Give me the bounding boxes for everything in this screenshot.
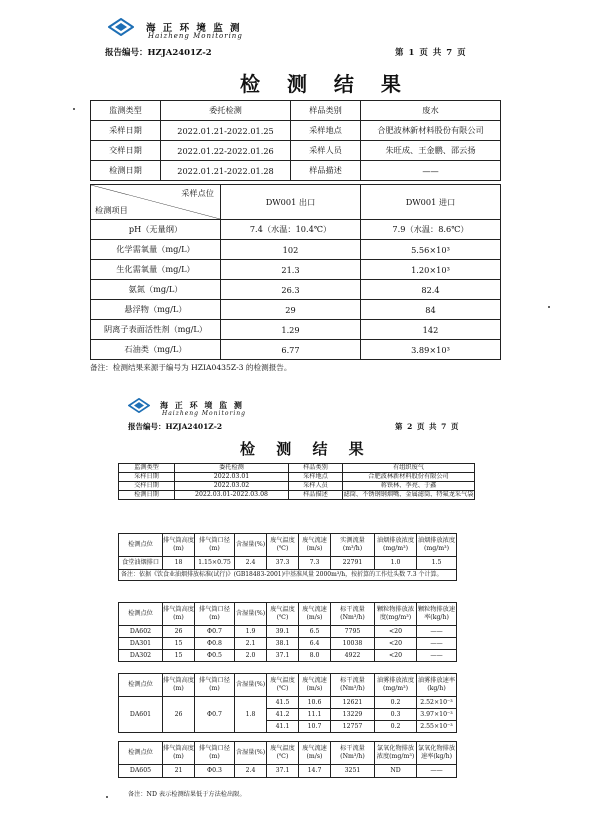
- table-row: [119, 473, 475, 482]
- value-cell: <20: [375, 638, 417, 650]
- page-number: 第 2 页 共 7 页: [395, 422, 460, 431]
- info-table: [90, 100, 501, 181]
- corner-header-cell: [91, 185, 221, 220]
- header-cell: 废气温度(℃): [267, 603, 299, 626]
- item-cell: 石油类（mg/L）: [91, 340, 221, 360]
- value-cell: 3.97×10⁻³: [417, 709, 457, 721]
- org-name-en: Haizheng Monitoring: [162, 410, 246, 417]
- value-cell: DA602: [119, 626, 163, 638]
- value-cell: 39.1: [267, 626, 299, 638]
- header-row: [119, 603, 457, 626]
- value-cell: 滤筒、不锈钢钢烟嘴、金属滤筒、特氟龙采气袋: [343, 491, 474, 498]
- value-cell: 合肥波林新材料股份有限公司: [361, 121, 501, 141]
- value-cell: 26.3: [221, 280, 361, 300]
- value-cell: 11.1: [299, 709, 331, 721]
- value-cell: ——: [417, 765, 457, 778]
- value-cell: 12757: [331, 721, 375, 733]
- header-cell: 排气筒口径(m): [195, 674, 235, 697]
- value-cell: 食堂油烟排口: [119, 557, 163, 570]
- value-cell: Φ0.3: [195, 765, 235, 778]
- header-cell: 含湿量(%): [235, 534, 267, 557]
- label-cell: 交样日期: [119, 482, 175, 491]
- value-cell: 1.0: [375, 557, 417, 570]
- value-cell: 84: [361, 300, 501, 320]
- value-cell: DA302: [119, 650, 163, 662]
- value-cell: 7.3: [299, 557, 331, 570]
- label-cell: 采样日期: [119, 473, 175, 482]
- header-cell: 含湿量(%): [235, 603, 267, 626]
- label-cell: 采样日期: [91, 121, 161, 141]
- table-row: [91, 101, 501, 121]
- value-cell: 7.4（水温：10.4℃）: [221, 220, 361, 240]
- header-cell: 排气筒高度(m): [163, 603, 195, 626]
- page1-note: 备注：检测结果来源于编号为 HZIA0435Z-3 的检测报告。: [90, 363, 292, 372]
- particulate-table: [118, 602, 457, 662]
- fume-note: 备注：依据《饮食业油烟排放标准(试行)》(GB18483-2001)中基准风量 2000m³/h，按折算的工作灶头数 7.3 个计算。: [119, 570, 457, 581]
- header-cell: 排气筒高度(m): [163, 674, 195, 697]
- table-row: [91, 280, 501, 300]
- page-title: 检 测 结 果: [240, 72, 411, 96]
- value-cell: 38.1: [267, 638, 299, 650]
- header-cell: 废气流速(m/s): [299, 674, 331, 697]
- haizheng-logo-icon: [128, 398, 150, 413]
- table-row: [91, 220, 501, 240]
- value-cell: 2.0: [235, 650, 267, 662]
- value-cell: 委托检测: [175, 464, 289, 473]
- value-cell: 2022.01.22-2022.01.26: [161, 141, 291, 161]
- value-cell: 2022.01.21-2022.01.25: [161, 121, 291, 141]
- value-cell: ——: [361, 161, 501, 181]
- value-cell: Φ0.5: [195, 650, 235, 662]
- header-cell: 颗粒物排放速率(kg/h): [417, 603, 457, 626]
- label-cell: 监测类型: [91, 101, 161, 121]
- header-cell: 排气筒口径(m): [195, 742, 235, 765]
- value-cell: 0.3: [375, 709, 417, 721]
- value-cell: 14.7: [299, 765, 331, 778]
- header-cell: 油雾排放浓度(mg/m³): [375, 674, 417, 697]
- value-cell: 0.2: [375, 721, 417, 733]
- label-cell: 检测日期: [119, 491, 175, 500]
- value-cell: 37.1: [267, 650, 299, 662]
- table-row: [119, 482, 475, 491]
- table-row: [119, 765, 457, 778]
- value-cell: 5.56×10³: [361, 240, 501, 260]
- value-cell: 26: [163, 697, 195, 733]
- oil-mist-table: [118, 673, 457, 733]
- header-cell: 废气流速(m/s): [299, 742, 331, 765]
- header-row: [119, 674, 457, 697]
- org-name-en: Haizheng Monitoring: [148, 32, 243, 40]
- value-cell: 41.1: [267, 721, 299, 733]
- value-cell: 21: [163, 765, 195, 778]
- value-cell: 29: [221, 300, 361, 320]
- hcl-table: [118, 741, 457, 778]
- value-cell: 142: [361, 320, 501, 340]
- value-cell: 1.9: [235, 626, 267, 638]
- label-cell: 采样人员: [291, 141, 361, 161]
- value-cell: 21.3: [221, 260, 361, 280]
- header-cell: 油烟排放浓度(mg/m³): [375, 534, 417, 557]
- value-cell: 蒋铁林、李亮、于鑫: [343, 482, 475, 491]
- header-cell: 含湿量(%): [235, 674, 267, 697]
- value-cell: 2022.03.02: [175, 482, 289, 491]
- header-cell: 氯氧化物排放浓度(mg/m³): [375, 742, 417, 765]
- header-cell: 排气筒口径(m): [195, 534, 235, 557]
- value-cell: 1.15×0.75: [195, 557, 235, 570]
- table-row: [119, 650, 457, 662]
- header-cell: 排气筒高度(m): [163, 534, 195, 557]
- value-cell: 废水: [361, 101, 501, 121]
- header-cell: 废气温度(℃): [267, 674, 299, 697]
- value-cell: Φ0.7: [195, 626, 235, 638]
- header-cell: 颗粒物排放浓度(mg/m³): [375, 603, 417, 626]
- value-cell: 41.5: [267, 697, 299, 709]
- value-cell: 7795: [331, 626, 375, 638]
- scan-speck: [548, 306, 550, 308]
- value-cell: 37.3: [267, 557, 299, 570]
- value-cell: 2022.03.01: [175, 473, 289, 482]
- label-cell: 监测类型: [119, 464, 175, 473]
- col-header: DW001 进口: [361, 185, 501, 220]
- fume-table: [118, 533, 457, 581]
- label-cell: 样品类别: [291, 101, 361, 121]
- table-row: [119, 557, 457, 570]
- value-cell: 7.9（水温：8.6℃）: [361, 220, 501, 240]
- header-cell: 废气温度(℃): [267, 534, 299, 557]
- value-cell: 3.89×10³: [361, 340, 501, 360]
- label-cell: 交样日期: [91, 141, 161, 161]
- header-cell: 检测点位: [119, 534, 163, 557]
- item-cell: 生化需氧量（mg/L）: [91, 260, 221, 280]
- scan-speck: [73, 108, 75, 110]
- page-number: 第 1 页 共 7 页: [395, 48, 467, 58]
- table-row: [91, 260, 501, 280]
- value-cell: 6.5: [299, 626, 331, 638]
- col-header: DW001 出口: [221, 185, 361, 220]
- header-cell: 实测流量(m³/h): [331, 534, 375, 557]
- header-cell: 油烟排放浓度(mg/m³): [417, 534, 457, 557]
- org-name-cn: 海 正 环 境 监 测: [160, 400, 244, 410]
- value-cell: 15: [163, 638, 195, 650]
- table-row: [91, 121, 501, 141]
- value-cell: 41.2: [267, 709, 299, 721]
- value-cell: 4922: [331, 650, 375, 662]
- item-cell: 化学需氧量（mg/L）: [91, 240, 221, 260]
- header-cell: 排气筒高度(m): [163, 742, 195, 765]
- value-cell: 15: [163, 650, 195, 662]
- header-row: [119, 742, 457, 765]
- value-cell: 有组织废气: [343, 464, 475, 473]
- value-cell: Φ0.7: [195, 697, 235, 733]
- table-row: [119, 697, 457, 709]
- value-cell: 委托检测: [161, 101, 291, 121]
- table-row: [91, 300, 501, 320]
- table-row: [119, 491, 475, 500]
- table-row: [91, 161, 501, 181]
- value-cell: 2022.03.01-2022.03.08: [175, 491, 289, 500]
- header-cell: 氯氧化物排放速率(kg/h): [417, 742, 457, 765]
- value-cell: 10.6: [299, 697, 331, 709]
- value-cell: 37.1: [267, 765, 299, 778]
- header-cell: 检测点位: [119, 603, 163, 626]
- value-cell: Φ0.8: [195, 638, 235, 650]
- label-cell: 样品类别: [289, 464, 343, 473]
- value-cell: 102: [221, 240, 361, 260]
- scan-speck: [106, 796, 108, 798]
- value-cell: 82.4: [361, 280, 501, 300]
- haizheng-logo-icon: [108, 18, 134, 36]
- value-cell: 2.4: [235, 765, 267, 778]
- value-cell: 12621: [331, 697, 375, 709]
- value-cell: 10038: [331, 638, 375, 650]
- label-cell: 样品描述: [289, 491, 343, 500]
- org-name-cn: 海 正 环 境 监 测: [146, 23, 242, 34]
- value-cell: 2.1: [235, 638, 267, 650]
- value-cell: 0.2: [375, 697, 417, 709]
- point-cell: DA601: [119, 697, 163, 733]
- table-row: [91, 340, 501, 360]
- item-cell: 氨氮（mg/L）: [91, 280, 221, 300]
- header-cell: 油雾排放速率(kg/h): [417, 674, 457, 697]
- header-cell: 标干流量(Nm³/h): [331, 742, 375, 765]
- value-cell: 合肥波林新材料股份有限公司: [343, 473, 475, 482]
- header-cell: 检测点位: [119, 742, 163, 765]
- value-cell: 3251: [331, 765, 375, 778]
- value-cell: 26: [163, 626, 195, 638]
- label-cell: 采样地点: [291, 121, 361, 141]
- report-number: 报告编号：HZJA2401Z-2: [105, 48, 212, 58]
- header-cell: 废气流速(m/s): [299, 603, 331, 626]
- header-row: [119, 534, 457, 557]
- page2-note: 备注：ND 表示检测结果低于方法检出限。: [128, 791, 246, 798]
- corner-bottom-label: 检测项目: [95, 205, 128, 215]
- value-cell: 2.55×10⁻³: [417, 721, 457, 733]
- header-cell: 排气筒口径(m): [195, 603, 235, 626]
- value-cell: ——: [417, 638, 457, 650]
- value-cell: 6.4: [299, 638, 331, 650]
- value-cell: DA301: [119, 638, 163, 650]
- value-cell: DA605: [119, 765, 163, 778]
- label-cell: 采样人员: [289, 482, 343, 491]
- value-cell: 1.8: [235, 697, 267, 733]
- value-cell: 18: [163, 557, 195, 570]
- value-cell: <20: [375, 626, 417, 638]
- value-cell: <20: [375, 650, 417, 662]
- value-cell: 2.52×10⁻³: [417, 697, 457, 709]
- results-table: [90, 184, 501, 360]
- report-number: 报告编号：HZJA2401Z-2: [128, 422, 223, 431]
- header-cell: 废气温度(℃): [267, 742, 299, 765]
- value-cell: 1.20×10³: [361, 260, 501, 280]
- value-cell: ——: [417, 650, 457, 662]
- table-row: [119, 638, 457, 650]
- label-cell: 采样地点: [289, 473, 343, 482]
- value-cell: 10.7: [299, 721, 331, 733]
- header-cell: 废气流速(m/s): [299, 534, 331, 557]
- value-cell: 1.5: [417, 557, 457, 570]
- header-cell: 标干流量(Nm³/h): [331, 603, 375, 626]
- table-row: [119, 464, 475, 473]
- label-cell: 样品描述: [291, 161, 361, 181]
- p2-info-table: [118, 463, 475, 500]
- table-row: [91, 240, 501, 260]
- header-cell: 含湿量(%): [235, 742, 267, 765]
- item-cell: 阴离子表面活性剂（mg/L）: [91, 320, 221, 340]
- value-cell: ——: [417, 626, 457, 638]
- item-cell: pH（无量纲）: [91, 220, 221, 240]
- table-row: [91, 320, 501, 340]
- value-cell: 朱旺成、王金鹏、邵云扬: [361, 141, 501, 161]
- value-cell: 2.4: [235, 557, 267, 570]
- value-cell: 8.0: [299, 650, 331, 662]
- table-row: [119, 626, 457, 638]
- item-cell: 悬浮物（mg/L）: [91, 300, 221, 320]
- corner-top-label: 采样点位: [181, 188, 214, 198]
- value-cell: 1.29: [221, 320, 361, 340]
- page-title: 检 测 结 果: [240, 440, 372, 458]
- value-cell: 2022.01.21-2022.01.28: [161, 161, 291, 181]
- value-cell: 13229: [331, 709, 375, 721]
- header-cell: 检测点位: [119, 674, 163, 697]
- table-row: [91, 141, 501, 161]
- label-cell: 检测日期: [91, 161, 161, 181]
- value-cell: 22791: [331, 557, 375, 570]
- header-cell: 标干流量(Nm³/h): [331, 674, 375, 697]
- value-cell: ND: [375, 765, 417, 778]
- value-cell: 6.77: [221, 340, 361, 360]
